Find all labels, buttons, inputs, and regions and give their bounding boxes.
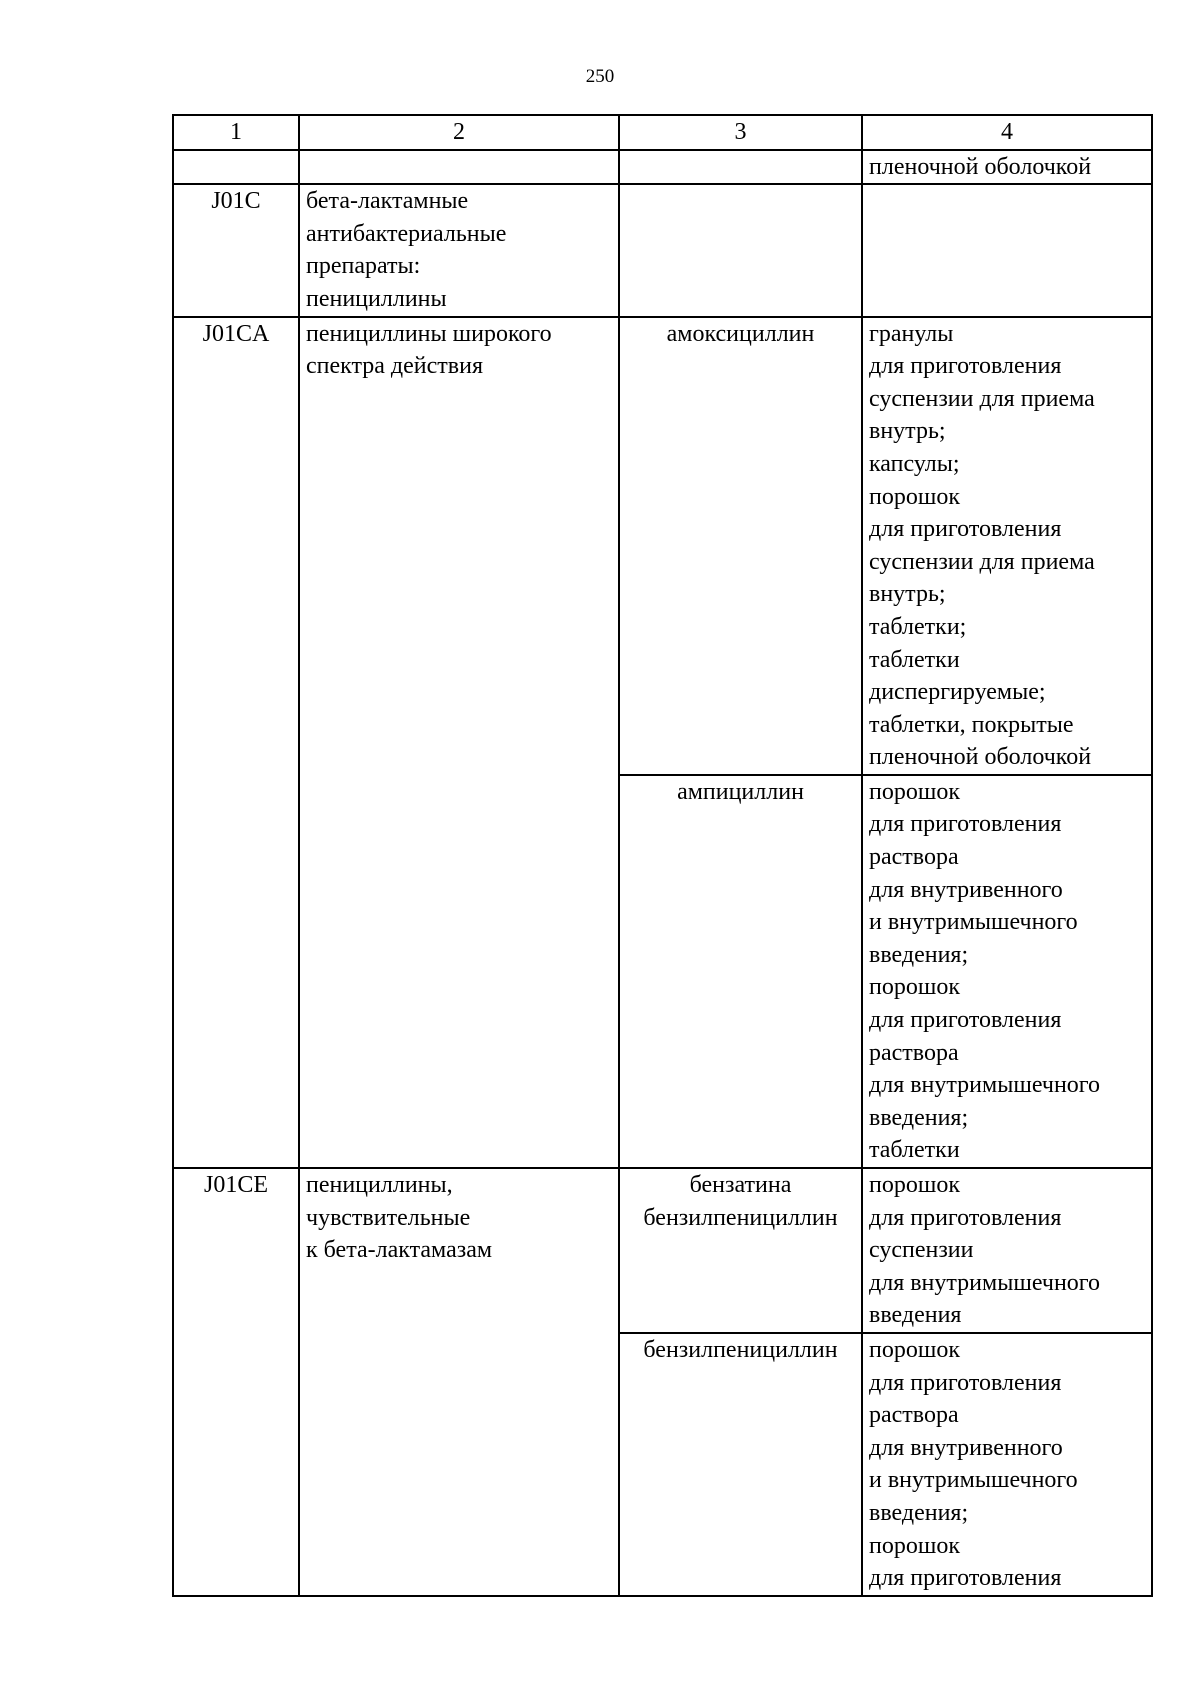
- group-name-line: пенициллины,: [306, 1172, 453, 1198]
- header-col-3: 3: [619, 115, 862, 150]
- dosage-form-line: раствора: [869, 844, 959, 871]
- dosage-form-line: гранулы: [869, 320, 954, 347]
- drug-name-cell: [619, 184, 862, 316]
- dosage-form-line: раствора: [869, 1402, 959, 1429]
- group-name-line: чувствительные: [306, 1204, 471, 1231]
- drug-name-line: бензатина: [689, 1172, 792, 1198]
- dosage-form-line: суспензии для приема: [869, 385, 1095, 412]
- dosage-form-line: для приготовления: [869, 1007, 1062, 1034]
- table-row-continuation: [173, 150, 1152, 185]
- dosage-form-line: для приготовления: [869, 811, 1062, 838]
- dosage-form-line: внутрь;: [869, 418, 946, 445]
- dosage-form-line: для приготовления: [869, 516, 1062, 543]
- dosage-forms-cell: [862, 1168, 1152, 1333]
- group-name-line: пенициллины широкого: [306, 320, 552, 347]
- atc-code-cell: [173, 1168, 299, 1596]
- header-col-2: 2: [299, 115, 619, 150]
- dosage-form-line: капсулы;: [869, 450, 960, 477]
- drug-name-cell: [619, 1333, 862, 1596]
- dosage-form-line: порошок: [869, 778, 960, 805]
- group-name-line: пенициллины: [306, 285, 447, 312]
- header-col-1: 1: [173, 115, 299, 150]
- dosage-form-line: введения;: [869, 1104, 969, 1131]
- group-name-cell: [299, 150, 619, 185]
- drug-name-line: ампициллин: [677, 778, 804, 805]
- table-row: [173, 184, 1152, 316]
- drug-name-cell: [619, 150, 862, 185]
- dosage-form-line: порошок: [869, 483, 960, 510]
- dosage-form-line: порошок: [869, 1336, 960, 1363]
- dosage-form-line: таблетки: [869, 646, 960, 673]
- dosage-form-line: пленочной оболочкой: [869, 744, 1092, 771]
- table-row: [173, 1168, 1152, 1333]
- dosage-form-line: порошок: [869, 1532, 960, 1559]
- group-name-line: спектра действия: [306, 353, 483, 380]
- dosage-form-line: суспензии: [869, 1237, 974, 1264]
- group-name-line: бета-лактамные: [306, 188, 469, 215]
- table-body: [173, 150, 1152, 1596]
- group-name-line: препараты:: [306, 253, 421, 280]
- dosage-form-line: для приготовления: [869, 1565, 1062, 1592]
- dosage-forms-cell: [862, 317, 1152, 775]
- drug-name-cell: [619, 1168, 862, 1333]
- drug-table: [172, 114, 1153, 1597]
- atc-code: J01C: [211, 188, 261, 215]
- group-name-line: антибактериальные: [306, 220, 507, 247]
- group-name-cell: [299, 1168, 619, 1596]
- drug-name-line: бензилпенициллин: [643, 1204, 838, 1231]
- header-col-4: 4: [862, 115, 1152, 150]
- drug-name-line: бензилпенициллин: [643, 1336, 838, 1363]
- dosage-form-line: порошок: [869, 974, 960, 1001]
- atc-code: J01CE: [203, 1172, 268, 1198]
- dosage-form-line: пленочной оболочкой: [869, 153, 1092, 180]
- dosage-form-line: для внутримышечного: [869, 1269, 1101, 1296]
- dosage-form-line: для приготовления: [869, 353, 1062, 380]
- dosage-form-line: раствора: [869, 1039, 959, 1066]
- table-row: [173, 317, 1152, 775]
- dosage-form-line: и внутримышечного: [869, 1467, 1078, 1494]
- page-number: 250: [585, 66, 615, 87]
- dosage-form-line: введения;: [869, 941, 969, 968]
- atc-code-cell: [173, 150, 299, 185]
- dosage-form-line: таблетки;: [869, 613, 967, 640]
- dosage-form-line: таблетки: [869, 1137, 960, 1164]
- atc-code-cell: [173, 317, 299, 1168]
- group-name-cell: [299, 184, 619, 316]
- dosage-form-line: диспергируемые;: [869, 679, 1046, 706]
- dosage-form-line: для внутримышечного: [869, 1072, 1101, 1099]
- dosage-form-line: суспензии для приема: [869, 548, 1095, 575]
- drug-name-cell: [619, 775, 862, 1168]
- dosage-form-line: внутрь;: [869, 581, 946, 608]
- dosage-forms-cell: [862, 775, 1152, 1168]
- dosage-form-line: для приготовления: [869, 1204, 1062, 1231]
- dosage-form-line: введения: [869, 1302, 962, 1329]
- drug-name-line: амоксициллин: [666, 320, 815, 347]
- dosage-form-line: для приготовления: [869, 1369, 1062, 1396]
- dosage-form-line: введения;: [869, 1499, 969, 1526]
- atc-code-cell: [173, 184, 299, 316]
- dosage-form-line: порошок: [869, 1172, 960, 1198]
- atc-code: J01CA: [202, 320, 270, 347]
- dosage-form-line: таблетки, покрытые: [869, 711, 1074, 738]
- dosage-forms-cell: [862, 184, 1152, 316]
- dosage-form-line: для внутривенного: [869, 876, 1063, 903]
- group-name-line: к бета-лактамазам: [306, 1237, 493, 1264]
- dosage-form-line: для внутривенного: [869, 1434, 1063, 1461]
- dosage-form-line: и внутримышечного: [869, 909, 1078, 936]
- dosage-forms-cell: [862, 150, 1152, 185]
- dosage-forms-cell: [862, 1333, 1152, 1596]
- drug-name-cell: [619, 317, 862, 775]
- header-row: [173, 115, 1152, 150]
- group-name-cell: [299, 317, 619, 1168]
